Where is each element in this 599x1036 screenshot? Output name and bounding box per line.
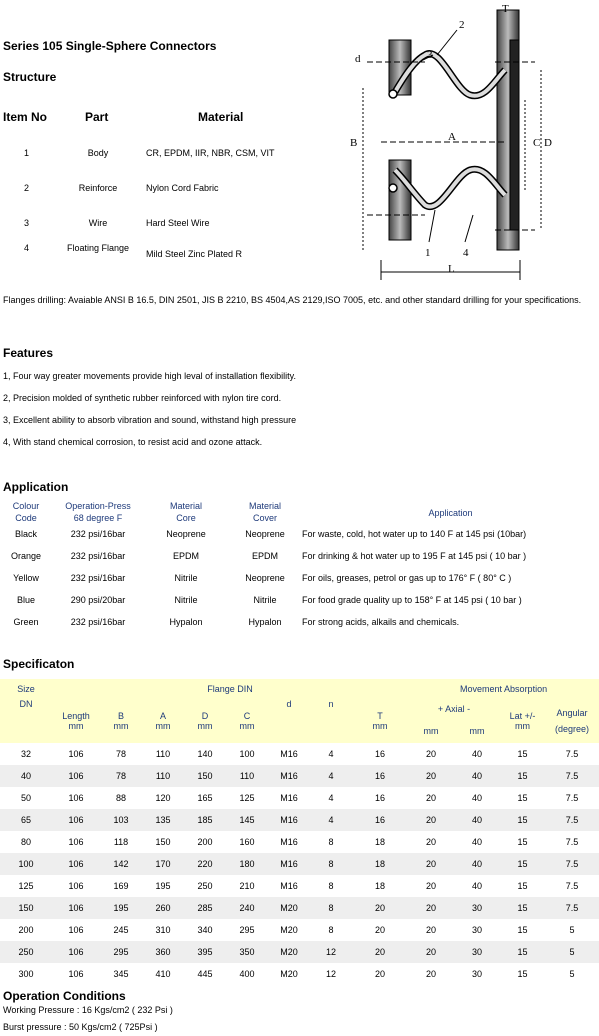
spec-cell: 106 bbox=[52, 875, 100, 897]
spec-cell: 40 bbox=[454, 831, 500, 853]
spec-cell: 15 bbox=[500, 941, 545, 963]
spec-cell: 295 bbox=[226, 919, 268, 941]
spec-cell: 20 bbox=[408, 787, 454, 809]
spec-header-n: n bbox=[310, 699, 352, 743]
spec-cell: 8 bbox=[310, 853, 352, 875]
spec-header-t: T mm bbox=[352, 699, 408, 743]
feature-item: 3, Excellent ability to absorb vibration and sound, withstand high pressure bbox=[3, 415, 297, 425]
spec-cell: 8 bbox=[310, 831, 352, 853]
structure-row-part: Reinforce bbox=[78, 183, 118, 193]
spec-header-bolt-d: d bbox=[268, 699, 310, 743]
spec-cell: 360 bbox=[142, 941, 184, 963]
diagram-label-4: 4 bbox=[463, 247, 469, 259]
spec-cell: 5 bbox=[545, 941, 599, 963]
spec-cell: 30 bbox=[454, 897, 500, 919]
spec-cell: 7.5 bbox=[545, 831, 599, 853]
spec-cell: 295 bbox=[100, 941, 142, 963]
spec-cell: 40 bbox=[0, 765, 52, 787]
spec-row bbox=[0, 765, 599, 787]
spec-header-b: B mm bbox=[100, 699, 142, 743]
structure-header-material: Material bbox=[198, 110, 244, 124]
spec-cell: 106 bbox=[52, 963, 100, 985]
spec-cell: 106 bbox=[52, 941, 100, 963]
spec-row bbox=[0, 919, 599, 941]
spec-cell: 395 bbox=[184, 941, 226, 963]
spec-cell: M20 bbox=[268, 941, 310, 963]
structure-row-no: 2 bbox=[24, 183, 30, 193]
spec-cell: 16 bbox=[352, 787, 408, 809]
spec-cell: 340 bbox=[184, 919, 226, 941]
diagram-label-L: L bbox=[448, 263, 455, 275]
spec-cell: 4 bbox=[310, 743, 352, 765]
diagram-label-T: T bbox=[502, 3, 509, 15]
features-heading: Features bbox=[3, 346, 54, 360]
spec-cell: M16 bbox=[268, 787, 310, 809]
spec-cell: 78 bbox=[100, 743, 142, 765]
spec-cell: 18 bbox=[352, 831, 408, 853]
spec-cell: 7.5 bbox=[545, 787, 599, 809]
spec-cell: M20 bbox=[268, 963, 310, 985]
spec-cell: 20 bbox=[408, 919, 454, 941]
spec-cell: 12 bbox=[310, 963, 352, 985]
spec-cell: 135 bbox=[142, 809, 184, 831]
diagram-label-1: 1 bbox=[425, 247, 431, 259]
structure-header-item: Item No bbox=[3, 110, 48, 124]
specification-body bbox=[0, 743, 599, 985]
spec-row bbox=[0, 897, 599, 919]
working-pressure: Working Pressure : 16 Kgs/cm2 ( 232 Psi ) bbox=[3, 1005, 173, 1015]
spec-cell: 8 bbox=[310, 897, 352, 919]
page-title: Series 105 Single-Sphere Connectors bbox=[3, 39, 217, 53]
spec-cell: 80 bbox=[0, 831, 52, 853]
spec-cell: 350 bbox=[226, 941, 268, 963]
spec-cell: 15 bbox=[500, 853, 545, 875]
application-heading: Application bbox=[3, 480, 69, 494]
application-row: Green 232 psi/16bar Hypalon Hypalon For strong acids, alkails and chemicals. bbox=[13, 617, 460, 627]
structure-row-material: Mild Steel Zinc Plated R bbox=[146, 249, 243, 259]
spec-row bbox=[0, 743, 599, 765]
spec-cell: 16 bbox=[352, 743, 408, 765]
spec-cell: 4 bbox=[310, 809, 352, 831]
spec-cell: 195 bbox=[142, 875, 184, 897]
spec-cell: 4 bbox=[310, 765, 352, 787]
spec-cell: 7.5 bbox=[545, 875, 599, 897]
spec-cell: 250 bbox=[184, 875, 226, 897]
diagram-label-C: C bbox=[533, 137, 541, 149]
spec-cell: 40 bbox=[454, 875, 500, 897]
spec-cell: M16 bbox=[268, 875, 310, 897]
spec-cell: M20 bbox=[268, 897, 310, 919]
spec-cell: 88 bbox=[100, 787, 142, 809]
spec-cell: 220 bbox=[184, 853, 226, 875]
connector-diagram bbox=[345, 0, 599, 285]
spec-row bbox=[0, 963, 599, 985]
spec-cell: 240 bbox=[226, 897, 268, 919]
spec-cell: 30 bbox=[454, 941, 500, 963]
spec-cell: 103 bbox=[100, 809, 142, 831]
spec-header-lat: Lat +/- mm bbox=[500, 699, 545, 743]
burst-pressure: Burst pressure : 50 Kgs/cm2 ( 725Psi ) bbox=[3, 1022, 158, 1032]
app-header-colour: Colour Code bbox=[12, 501, 40, 523]
diagram-label-D: D bbox=[544, 137, 552, 149]
spec-cell: 8 bbox=[310, 875, 352, 897]
spec-cell: 20 bbox=[408, 941, 454, 963]
spec-cell: 16 bbox=[352, 809, 408, 831]
operation-heading: Operation Conditions bbox=[3, 989, 126, 1003]
structure-row-part: Body bbox=[87, 148, 109, 158]
structure-row-part: Wire bbox=[88, 218, 108, 228]
spec-cell: 140 bbox=[184, 743, 226, 765]
spec-cell: 5 bbox=[545, 919, 599, 941]
spec-cell: 20 bbox=[408, 831, 454, 853]
spec-header-d-outer: D mm bbox=[184, 699, 226, 743]
spec-cell: 20 bbox=[352, 941, 408, 963]
spec-cell: 7.5 bbox=[545, 897, 599, 919]
spec-cell: 20 bbox=[408, 897, 454, 919]
specification-heading: Specificaton bbox=[3, 657, 75, 671]
feature-item: 4, With stand chemical corrosion, to resist acid and ozone attack. bbox=[3, 437, 263, 447]
spec-row bbox=[0, 809, 599, 831]
spec-cell: 345 bbox=[100, 963, 142, 985]
spec-cell: 15 bbox=[500, 897, 545, 919]
spec-cell: M16 bbox=[268, 743, 310, 765]
spec-header-angular: Angular (degree) bbox=[545, 699, 599, 743]
spec-cell: 15 bbox=[500, 831, 545, 853]
spec-cell: 12 bbox=[310, 941, 352, 963]
app-header-application: Application bbox=[428, 508, 473, 518]
spec-cell: 7.5 bbox=[545, 765, 599, 787]
structure-row-material: Hard Steel Wire bbox=[146, 218, 210, 228]
diagram-label-3: 3 bbox=[427, 49, 433, 61]
spec-cell: 150 bbox=[0, 897, 52, 919]
spec-cell: 260 bbox=[142, 897, 184, 919]
spec-header-axial-mm: mm bbox=[408, 719, 454, 743]
spec-cell: 4 bbox=[310, 787, 352, 809]
spec-cell: 170 bbox=[142, 853, 184, 875]
spec-cell: 20 bbox=[352, 919, 408, 941]
spec-cell: 195 bbox=[100, 897, 142, 919]
spec-cell: 7.5 bbox=[545, 809, 599, 831]
spec-cell: 106 bbox=[52, 831, 100, 853]
spec-cell: 18 bbox=[352, 853, 408, 875]
spec-cell: 100 bbox=[226, 743, 268, 765]
diagram-label-A: A bbox=[448, 131, 456, 143]
flanges-note: Flanges drilling: Avaiable ANSI B 16.5, DIN 2501, JIS B 2210, BS 4504,AS 2129,ISO 7005, etc. and other standard drilling for your specifications. bbox=[3, 295, 582, 305]
spec-cell: 40 bbox=[454, 809, 500, 831]
spec-cell: 145 bbox=[226, 809, 268, 831]
spec-cell: 20 bbox=[352, 897, 408, 919]
diagram-label-d: d bbox=[355, 53, 361, 65]
spec-header-axial-mm: mm bbox=[454, 719, 500, 743]
spec-cell: 16 bbox=[352, 765, 408, 787]
diagram-label-2: 2 bbox=[459, 19, 465, 31]
structure-heading: Structure bbox=[3, 70, 57, 84]
application-row: Black 232 psi/16bar Neoprene Neoprene For waste, cold, hot water up to 140 F at 145 psi (10bar) bbox=[14, 529, 527, 539]
application-row: Yellow 232 psi/16bar Nitrile Neoprene For oils, greases, petrol or gas up to 176° F ( 80° C ) bbox=[13, 573, 512, 583]
spec-header-a: A mm bbox=[142, 699, 184, 743]
spec-cell: 7.5 bbox=[545, 743, 599, 765]
spec-cell: 15 bbox=[500, 743, 545, 765]
structure-row-no: 3 bbox=[24, 218, 30, 228]
spec-cell: 40 bbox=[454, 787, 500, 809]
spec-cell: 30 bbox=[454, 963, 500, 985]
spec-cell: 120 bbox=[142, 787, 184, 809]
spec-cell: 310 bbox=[142, 919, 184, 941]
spec-cell: 20 bbox=[408, 875, 454, 897]
spec-cell: 106 bbox=[52, 787, 100, 809]
spec-header-size: Size bbox=[0, 679, 52, 699]
diagram-label-B: B bbox=[350, 137, 358, 149]
spec-cell: M20 bbox=[268, 919, 310, 941]
spec-row bbox=[0, 831, 599, 853]
spec-cell: 20 bbox=[408, 743, 454, 765]
spec-cell: 285 bbox=[184, 897, 226, 919]
spec-cell: 106 bbox=[52, 809, 100, 831]
spec-header-length: Length mm bbox=[52, 699, 100, 743]
spec-cell: 65 bbox=[0, 809, 52, 831]
app-header-press: Operation-Press 68 degree F bbox=[65, 501, 131, 523]
spec-cell: 15 bbox=[500, 765, 545, 787]
structure-row-material: CR, EPDM, IIR, NBR, CSM, VIT bbox=[146, 148, 275, 158]
spec-cell: 106 bbox=[52, 853, 100, 875]
spec-header-c: C mm bbox=[226, 699, 268, 743]
spec-row bbox=[0, 941, 599, 963]
spec-row bbox=[0, 875, 599, 897]
spec-cell: 125 bbox=[0, 875, 52, 897]
spec-cell: 18 bbox=[352, 875, 408, 897]
spec-cell: 32 bbox=[0, 743, 52, 765]
spec-cell: 15 bbox=[500, 809, 545, 831]
feature-item: 1, Four way greater movements provide high leval of installation flexibility. bbox=[3, 371, 296, 381]
spec-cell: 400 bbox=[226, 963, 268, 985]
spec-cell: 20 bbox=[352, 963, 408, 985]
spec-header-flange-din: Flange DIN bbox=[52, 679, 408, 699]
spec-cell: 150 bbox=[184, 765, 226, 787]
spec-cell: 20 bbox=[408, 853, 454, 875]
spec-cell: 210 bbox=[226, 875, 268, 897]
spec-header-axial: + Axial - bbox=[408, 699, 500, 719]
structure-row-no: 4 bbox=[24, 243, 30, 253]
spec-cell: 169 bbox=[100, 875, 142, 897]
spec-cell: 40 bbox=[454, 743, 500, 765]
spec-cell: 40 bbox=[454, 765, 500, 787]
spec-row bbox=[0, 853, 599, 875]
spec-cell: 445 bbox=[184, 963, 226, 985]
spec-cell: 40 bbox=[454, 853, 500, 875]
spec-cell: 15 bbox=[500, 875, 545, 897]
spec-cell: 78 bbox=[100, 765, 142, 787]
spec-cell: 15 bbox=[500, 963, 545, 985]
spec-cell: 250 bbox=[0, 941, 52, 963]
structure-row-part: Floating Flange bbox=[66, 243, 130, 253]
spec-cell: 15 bbox=[500, 919, 545, 941]
application-row: Blue 290 psi/20bar Nitrile Nitrile For food grade quality up to 158° F at 145 psi ( 10 bar ) bbox=[16, 595, 522, 605]
app-header-cover: Material Cover bbox=[248, 501, 281, 523]
spec-cell: 100 bbox=[0, 853, 52, 875]
spec-cell: 7.5 bbox=[545, 853, 599, 875]
spec-cell: 106 bbox=[52, 919, 100, 941]
spec-cell: 300 bbox=[0, 963, 52, 985]
spec-cell: 118 bbox=[100, 831, 142, 853]
spec-cell: 20 bbox=[408, 765, 454, 787]
feature-item: 2, Precision molded of synthetic rubber reinforced with nylon tire cord. bbox=[3, 393, 282, 403]
app-header-core: Material Core bbox=[169, 501, 202, 523]
spec-cell: 185 bbox=[184, 809, 226, 831]
spec-cell: 142 bbox=[100, 853, 142, 875]
spec-cell: 106 bbox=[52, 743, 100, 765]
spec-cell: 245 bbox=[100, 919, 142, 941]
spec-cell: 180 bbox=[226, 853, 268, 875]
spec-cell: 110 bbox=[226, 765, 268, 787]
spec-cell: 5 bbox=[545, 963, 599, 985]
spec-cell: 50 bbox=[0, 787, 52, 809]
spec-cell: 8 bbox=[310, 919, 352, 941]
spec-cell: 200 bbox=[0, 919, 52, 941]
structure-row-no: 1 bbox=[24, 148, 30, 158]
spec-cell: M16 bbox=[268, 765, 310, 787]
spec-header-dn: DN bbox=[0, 699, 52, 743]
spec-cell: 110 bbox=[142, 765, 184, 787]
spec-cell: 15 bbox=[500, 787, 545, 809]
spec-cell: 106 bbox=[52, 897, 100, 919]
specification-table bbox=[0, 679, 599, 985]
spec-cell: 106 bbox=[52, 765, 100, 787]
spec-cell: M16 bbox=[268, 831, 310, 853]
spec-cell: 30 bbox=[454, 919, 500, 941]
spec-cell: 20 bbox=[408, 963, 454, 985]
spec-cell: 160 bbox=[226, 831, 268, 853]
spec-cell: 165 bbox=[184, 787, 226, 809]
application-row: Orange 232 psi/16bar EPDM EPDM For drinking & hot water up to 195 F at 145 psi ( 10 bar ) bbox=[10, 551, 527, 561]
spec-row bbox=[0, 787, 599, 809]
spec-cell: 150 bbox=[142, 831, 184, 853]
spec-cell: M16 bbox=[268, 809, 310, 831]
spec-cell: M16 bbox=[268, 853, 310, 875]
structure-header-part: Part bbox=[85, 110, 109, 124]
spec-header-movement: Movement Absorption bbox=[408, 679, 599, 699]
spec-cell: 410 bbox=[142, 963, 184, 985]
spec-cell: 110 bbox=[142, 743, 184, 765]
spec-cell: 125 bbox=[226, 787, 268, 809]
spec-cell: 20 bbox=[408, 809, 454, 831]
structure-row-material: Nylon Cord Fabric bbox=[146, 183, 219, 193]
spec-cell: 200 bbox=[184, 831, 226, 853]
